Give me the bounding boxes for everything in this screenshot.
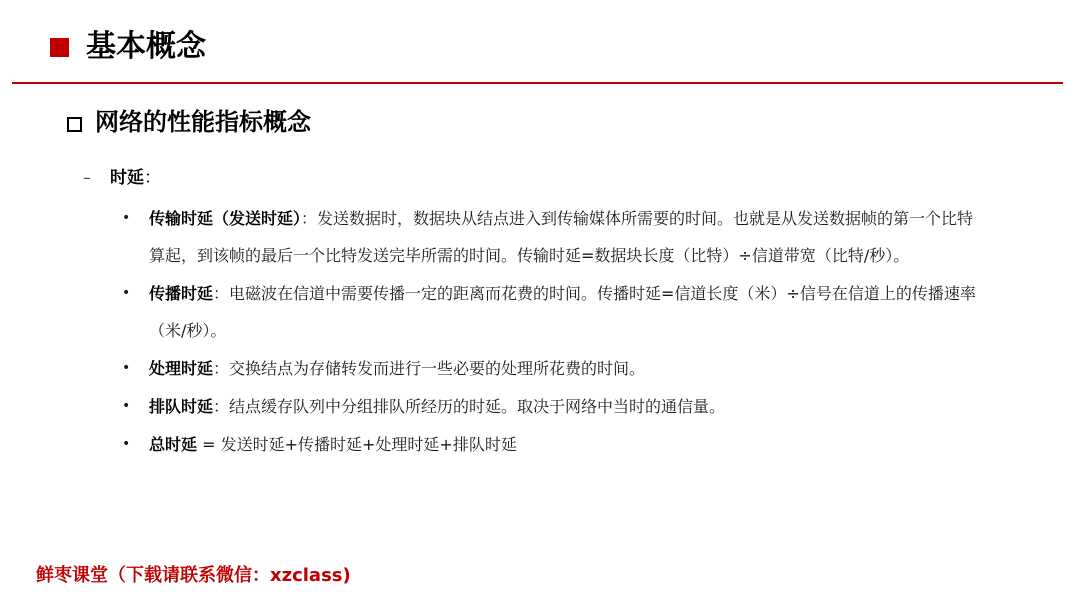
footer-watermark: 鲜枣课堂（下载请联系微信：xzclass) — [36, 565, 351, 586]
section-bullet-box — [67, 117, 82, 132]
section-heading: 网络的性能指标概念 — [95, 108, 311, 136]
bullet-transmission-delay — [122, 200, 982, 274]
bullet-total-delay — [122, 426, 982, 463]
bullet-marker: • — [122, 360, 131, 376]
title-marker — [50, 38, 69, 57]
bullet-marker: • — [122, 398, 131, 414]
bullet-marker: • — [122, 285, 131, 301]
delay-bullet-list — [122, 200, 982, 464]
title-divider — [12, 82, 1063, 84]
subsection-heading — [110, 166, 161, 190]
bullet-term: 传输时延（发送时延） — [149, 209, 302, 228]
bullet-text: = 发送时延+传播时延+处理时延+排队时延 — [197, 435, 517, 454]
bullet-term: 排队时延 — [149, 397, 214, 416]
subsection-dash: – — [83, 168, 91, 187]
bullet-propagation-delay — [122, 275, 982, 349]
bullet-term: 处理时延 — [149, 359, 214, 378]
bullet-text: ：发送数据时，数据块从结点进入到传输媒体所需要的时间。也就是从发送数据帧的第一个比特算起，到该帧的最后一个比特发送完毕所需的时间。传输时延=数据块长度（比特）÷信道带宽（比特/秒）。 — [149, 209, 974, 265]
bullet-processing-delay — [122, 350, 982, 387]
subsection-suffix: ： — [144, 168, 161, 188]
bullet-text: ：结点缓存队列中分组排队所经历的时延。取决于网络中当时的通信量。 — [213, 397, 726, 416]
bullet-marker: • — [122, 436, 131, 452]
bullet-term: 总时延 — [149, 435, 198, 454]
bullet-marker: • — [122, 210, 131, 226]
bullet-term: 传播时延 — [149, 284, 214, 303]
bullet-text: ：电磁波在信道中需要传播一定的距离而花费的时间。传播时延=信道长度（米）÷信号在信道上的传播速率（米/秒）。 — [149, 284, 976, 340]
subsection-term: 时延 — [110, 168, 144, 188]
bullet-queuing-delay — [122, 388, 982, 425]
bullet-text: ：交换结点为存储转发而进行一些必要的处理所花费的时间。 — [213, 359, 646, 378]
slide-title: 基本概念 — [86, 29, 206, 64]
